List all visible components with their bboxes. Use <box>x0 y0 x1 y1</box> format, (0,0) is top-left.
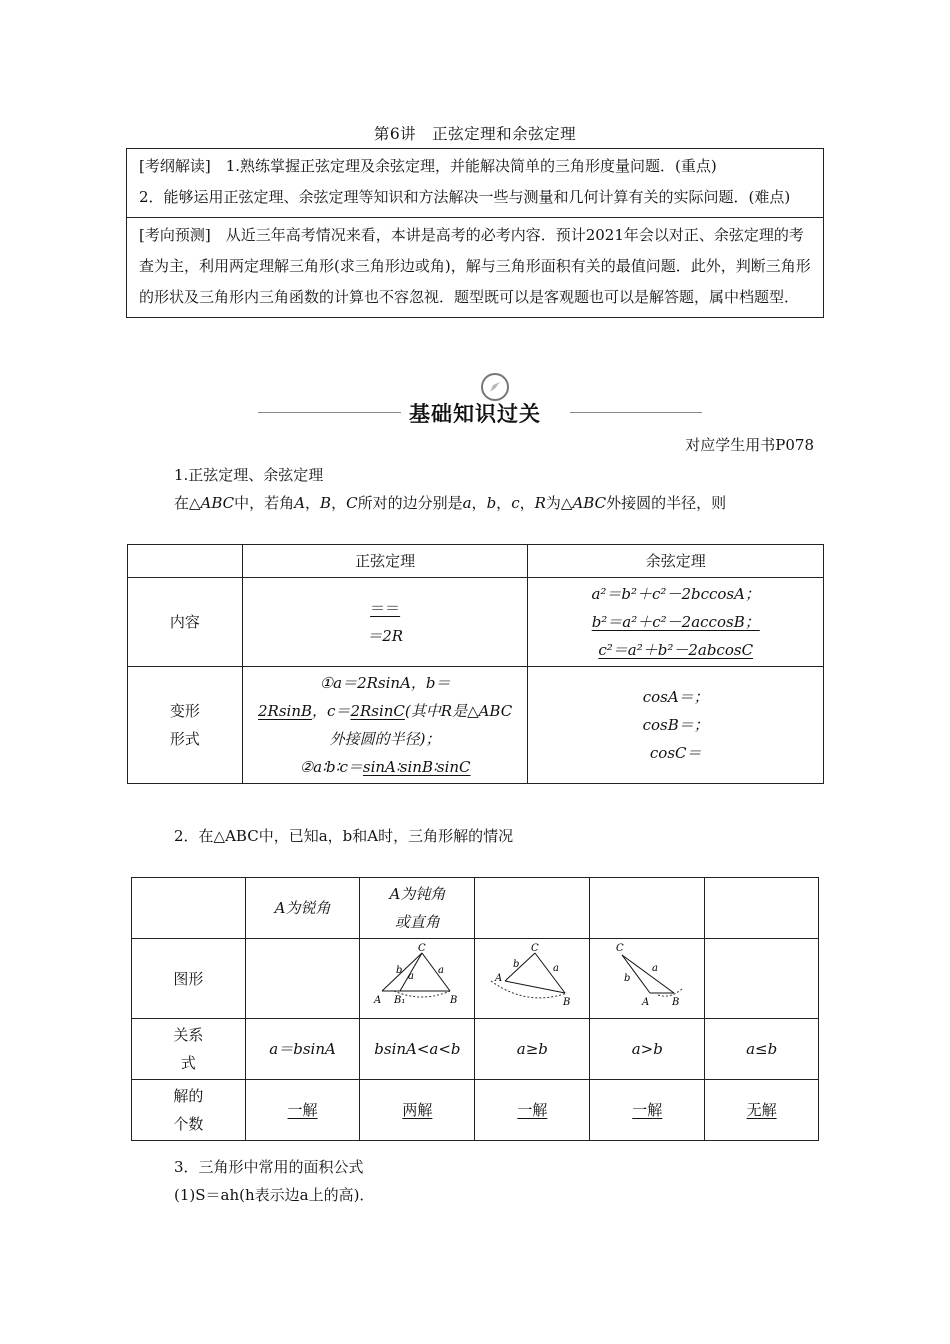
figure-two-solutions <box>360 939 475 1019</box>
table-row <box>132 878 819 939</box>
vertex-b1: B₁ <box>394 995 406 1006</box>
header-acute: A为锐角 <box>245 878 360 939</box>
side-b: b <box>396 965 403 976</box>
cosine-law-b: b²＝a²＋c²－2accosB； <box>591 613 760 631</box>
solution-count: 一解 <box>517 1101 548 1119</box>
intro-seg-5: 外接圆的半径，则 <box>606 494 727 512</box>
cosine-variant-b: cosB＝； <box>642 716 709 734</box>
intro-radius-r: R <box>534 494 546 512</box>
relation-label-1: 关系 <box>173 1026 204 1044</box>
part2-title: 2．在△ABC中，已知a，b和A时，三角形解的情况 <box>174 827 514 845</box>
relation-cell: a>b <box>590 1019 705 1080</box>
sine-content-2r: ＝2R <box>367 627 404 645</box>
sine-variant-2rsinc: 2RsinC <box>350 702 405 720</box>
intro-seg-1: 在△ <box>174 494 201 512</box>
relation-cell: a≤b <box>705 1019 819 1080</box>
vertex-c: C <box>531 943 539 954</box>
triangle-two-solutions-diagram <box>372 941 462 1007</box>
sine-variant-2rsinb: 2RsinB <box>258 702 313 720</box>
page-title: 第6讲 正弦定理和余弦定理 <box>373 125 577 143</box>
theorem-table <box>127 544 824 784</box>
sine-variant-c-eq: ，c＝ <box>312 702 351 720</box>
part1-intro: 在△ABC中，若角A，B，C所对的边分别是a，b，c，R为△ABC外接圆的半径，则 <box>174 494 727 512</box>
vertex-c: C <box>418 943 427 954</box>
cosine-content-cell <box>528 578 824 667</box>
table-cell-empty <box>705 878 819 939</box>
solution-count-cell <box>590 1080 705 1141</box>
vertex-a: A <box>642 997 650 1007</box>
row-label-content: 内容 <box>128 578 243 667</box>
table-row <box>128 667 824 784</box>
solution-count-cell <box>475 1080 590 1141</box>
solution-count: 两解 <box>402 1101 433 1119</box>
table-row <box>132 1019 819 1080</box>
intro-angle-c: C <box>346 494 358 512</box>
figure-cell-empty <box>245 939 360 1019</box>
intro-seg-3: 所对的边分别是 <box>357 494 463 512</box>
intro-side-c: c <box>511 494 520 512</box>
vertex-a: A <box>374 995 382 1006</box>
header-cosine: 余弦定理 <box>528 545 824 578</box>
sine-ratio-value: sinA∶sinB∶sinC <box>362 758 471 776</box>
side-b: b <box>513 959 520 970</box>
intro-abc: ABC <box>200 494 235 512</box>
vertex-b: B <box>563 997 571 1007</box>
outline-box <box>126 148 824 318</box>
part3-title: 3．三角形中常用的面积公式 <box>174 1158 364 1176</box>
vertex-c: C <box>616 943 624 954</box>
sine-variant-note: (其中R是△ABC <box>404 702 513 720</box>
side-a-inner: a <box>408 971 415 982</box>
header-obtuse-line-1: A为钝角 <box>389 885 446 903</box>
side-a: a <box>553 963 560 974</box>
section-compass-icon <box>481 373 509 401</box>
variant-label-1: 变形 <box>169 702 200 720</box>
sine-content-eq: ＝＝ <box>370 599 401 617</box>
table-row <box>128 578 824 667</box>
compass-needle-icon <box>483 375 507 399</box>
solutions-table <box>131 877 819 1141</box>
side-a: a <box>652 963 659 974</box>
row-label-variant <box>128 667 243 784</box>
sine-variant-line-3: 外接圆的半径)； <box>329 730 441 748</box>
part1-title: 1.正弦定理、余弦定理 <box>174 466 324 484</box>
intro-angle-a: A <box>294 494 306 512</box>
solutions-label-2: 个数 <box>173 1115 204 1133</box>
table-row <box>132 939 819 1019</box>
figure-a-gt-b <box>590 939 705 1019</box>
vertex-b: B <box>450 995 458 1006</box>
kaogang-text-2: 2．能够运用正弦定理、余弦定理等知识和方法解决一些与测量和几何计算有关的实际问题．(难点) <box>139 188 791 206</box>
intro-seg-2: 中，若角 <box>234 494 295 512</box>
vertex-a: A <box>495 973 503 984</box>
triangle-a-ge-b-diagram <box>487 941 577 1007</box>
relation-cell: a＝bsinA <box>245 1019 360 1080</box>
solution-count-cell <box>705 1080 819 1141</box>
intro-abc-2: ABC <box>572 494 607 512</box>
triangle-a-gt-b-diagram <box>602 941 692 1007</box>
figure-a-ge-b <box>475 939 590 1019</box>
header-obtuse <box>360 878 475 939</box>
sine-variant-cell <box>242 667 528 784</box>
cosine-law-c: c²＝a²＋b²－2abcosC <box>598 641 754 659</box>
kaoxiang-cell <box>127 217 823 317</box>
sine-variant-line-2 <box>247 697 524 725</box>
header-sine: 正弦定理 <box>242 545 528 578</box>
row-label-relation <box>132 1019 246 1080</box>
table-cell-empty <box>128 545 243 578</box>
table-cell-empty <box>132 878 246 939</box>
cosine-variant-a: cosA＝； <box>642 688 709 706</box>
table-row <box>128 545 824 578</box>
solution-count: 一解 <box>287 1101 318 1119</box>
cosine-law-a: a²＝b²＋c²－2bccosA； <box>591 585 760 603</box>
section-heading-text: 基础知识过关 <box>401 402 549 426</box>
table-cell-empty <box>475 878 590 939</box>
row-label-figure: 图形 <box>132 939 246 1019</box>
side-b: b <box>624 973 631 984</box>
intro-angle-b: B <box>320 494 332 512</box>
kaoxiang-text: [考向预测] 从近三年高考情况来看，本讲是高考的必考内容．预计2021年会以对正、余弦定理的考查为主，利用两定理解三角形(求三角形边或角)，解与三角形面积有关的最值问题．此外，判断三角形的形状及三角形内三角函数的计算也不容忽视．题型既可以是客观题也可以是解答题，属中档题型． <box>139 226 811 306</box>
kaogang-cell <box>127 149 823 217</box>
solution-count: 一解 <box>632 1101 663 1119</box>
kaogang-text-1: [考纲解读] 1.熟练掌握正弦定理及余弦定理，并能解决简单的三角形度量问题．(重点) <box>139 157 717 175</box>
book-reference: 对应学生用书P078 <box>685 436 814 454</box>
table-row <box>132 1080 819 1141</box>
table-cell-empty <box>590 878 705 939</box>
intro-seg-4: 为△ <box>545 494 573 512</box>
sine-variant-line-1: ①a＝2RsinA，b＝ <box>319 674 451 692</box>
header-obtuse-line-2: 或直角 <box>394 913 440 931</box>
vertex-b: B <box>672 997 680 1007</box>
sine-content-cell <box>242 578 528 667</box>
figure-cell-empty <box>705 939 819 1019</box>
cosine-variant-c: cosC＝ <box>649 744 702 762</box>
solution-count-cell <box>245 1080 360 1141</box>
intro-side-a: a <box>462 494 472 512</box>
area-formula: (1)S＝ah(h表示边a上的高)． <box>174 1186 375 1204</box>
variant-label-2: 形式 <box>169 730 200 748</box>
section-heading <box>0 398 950 428</box>
relation-cell: bsinA<a<b <box>360 1019 475 1080</box>
solution-count: 无解 <box>746 1101 777 1119</box>
side-a: a <box>438 965 445 976</box>
intro-side-b: b <box>486 494 497 512</box>
cosine-variant-cell <box>528 667 824 784</box>
relation-cell: a≥b <box>475 1019 590 1080</box>
row-label-solutions <box>132 1080 246 1141</box>
sine-ratio-prefix: ②a∶b∶c＝ <box>299 758 363 776</box>
solutions-label-1: 解的 <box>173 1087 204 1105</box>
relation-label-2: 式 <box>180 1054 196 1072</box>
sine-variant-line-4 <box>247 753 524 781</box>
solution-count-cell <box>360 1080 475 1141</box>
